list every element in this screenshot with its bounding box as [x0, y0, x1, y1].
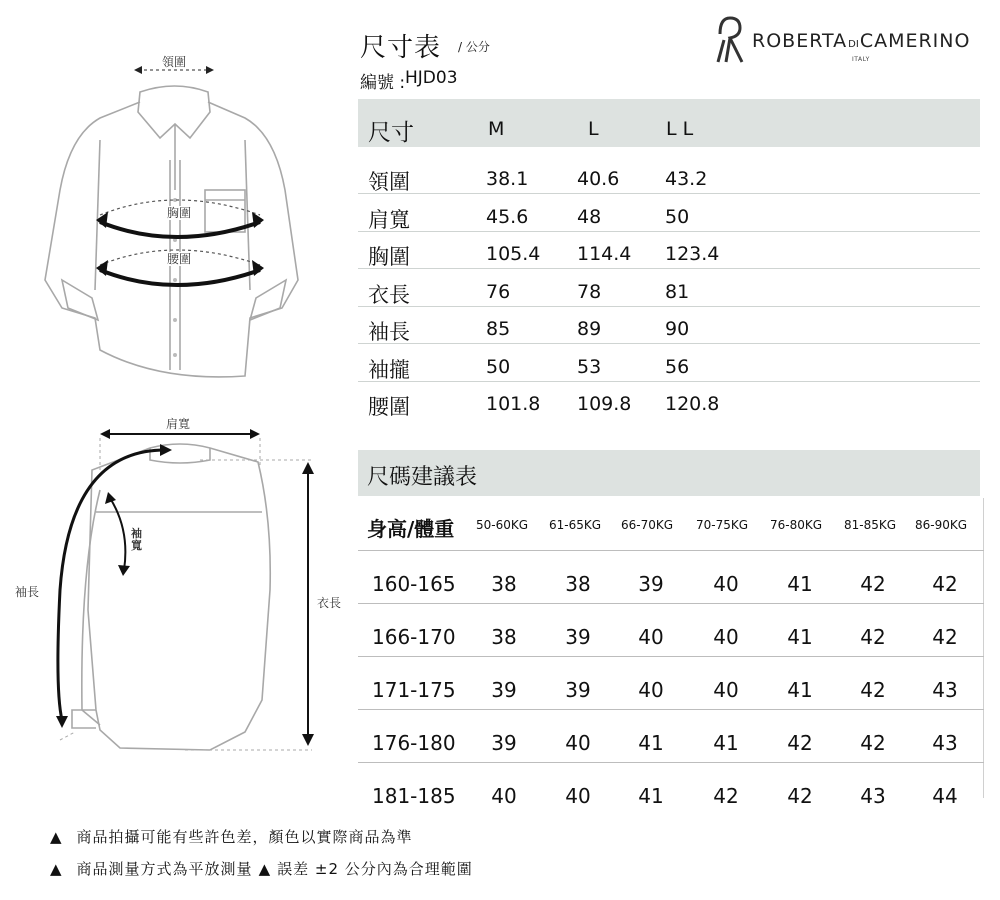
recommend-title: 尺碼建議表 — [367, 465, 478, 490]
recommended-size-cell: 40 — [638, 625, 664, 649]
recommended-size-cell: 38 — [491, 572, 517, 596]
brand-name-left: ROBERTA — [752, 30, 848, 52]
size-cell: 45.6 — [486, 205, 529, 228]
size-cell: 76 — [486, 280, 511, 303]
brand-name — [752, 30, 970, 52]
brand-name-di: DI — [848, 39, 859, 50]
recommended-size-cell: 39 — [491, 678, 517, 702]
size-cell: 48 — [577, 205, 602, 228]
recommended-size-cell: 38 — [491, 625, 517, 649]
size-m-header: M — [488, 118, 505, 140]
size-cell: 43.2 — [665, 168, 708, 190]
recommended-size-cell: 40 — [713, 625, 739, 649]
recommended-size-cell: 41 — [638, 731, 664, 755]
recommended-size-cell: 40 — [713, 572, 739, 596]
recommended-size-cell: 40 — [565, 784, 591, 808]
size-cell: 109.8 — [577, 393, 632, 415]
size-cell: 50 — [486, 355, 511, 378]
height-range-label: 160-165 — [372, 572, 456, 596]
body-length-label: 衣長 — [317, 596, 342, 610]
size-cell: 40.6 — [577, 168, 620, 190]
row-divider — [358, 343, 980, 344]
weight-range-header: 76-80KG — [770, 518, 823, 532]
size-l-header: L — [588, 118, 599, 140]
collar-label: 領圍 — [162, 55, 187, 69]
row-divider — [358, 603, 984, 604]
recommended-size-cell: 42 — [860, 572, 886, 596]
size-row-label: 領圍 — [368, 170, 410, 194]
recommended-size-cell: 43 — [860, 784, 886, 808]
row-divider — [358, 306, 980, 307]
size-cell: 101.8 — [486, 393, 541, 415]
note2b-text: 誤差 ±2 公分內為合理範圍 — [277, 860, 473, 878]
unit-label: / 公分 — [458, 40, 490, 54]
size-cell: 90 — [665, 318, 690, 340]
page-title: 尺寸表 — [360, 33, 442, 63]
height-range-label: 166-170 — [372, 625, 456, 649]
waist-label: 腰圍 — [167, 252, 192, 266]
model-number-label: 編號 : — [360, 73, 406, 93]
sleeve-length-label: 袖長 — [15, 585, 40, 599]
chest-label: 胸圍 — [167, 206, 192, 220]
size-row-label: 袖長 — [368, 320, 410, 344]
row-divider — [358, 656, 984, 657]
recommended-size-cell: 40 — [713, 678, 739, 702]
recommended-size-cell: 42 — [713, 784, 739, 808]
recommended-size-cell: 42 — [932, 625, 958, 649]
weight-range-header: 66-70KG — [621, 518, 674, 532]
recommended-size-cell: 40 — [491, 784, 517, 808]
recommended-size-cell: 42 — [860, 625, 886, 649]
row-divider — [358, 709, 984, 710]
size-cell: 85 — [486, 318, 511, 340]
row-divider — [358, 231, 980, 232]
brand-logo-icon — [712, 14, 748, 66]
recommended-size-cell: 42 — [860, 731, 886, 755]
weight-range-header: 86-90KG — [915, 518, 968, 532]
note2a-text: 商品測量方式為平放測量 — [76, 860, 253, 878]
row-divider — [358, 550, 984, 551]
size-cell: 89 — [577, 318, 602, 340]
recommended-size-cell: 41 — [787, 625, 813, 649]
size-cell: 53 — [577, 355, 602, 378]
shirt-back-illustration — [0, 410, 350, 770]
note1-text: 商品拍攝可能有些許色差，顏色以實際商品為準 — [76, 828, 413, 846]
size-cell: 81 — [665, 280, 690, 303]
size-row-label: 袖攏 — [368, 357, 410, 382]
recommended-size-cell: 40 — [565, 731, 591, 755]
size-cell: 38.1 — [486, 168, 529, 190]
model-number-value: HJD03 — [405, 68, 458, 88]
table-right-border — [983, 498, 984, 798]
row-divider — [358, 762, 984, 763]
height-range-label: 171-175 — [372, 678, 456, 702]
height-weight-label: 身高/體重 — [367, 517, 455, 541]
row-divider — [358, 268, 980, 269]
weight-range-header: 70-75KG — [696, 518, 749, 532]
triangle-icon: ▲ — [50, 860, 63, 878]
row-divider — [358, 193, 980, 194]
note-measurement — [50, 858, 473, 879]
recommended-size-cell: 39 — [491, 731, 517, 755]
recommended-size-cell: 41 — [787, 678, 813, 702]
recommended-size-cell: 42 — [932, 572, 958, 596]
height-range-label: 181-185 — [372, 784, 456, 808]
brand-country: ITALY — [852, 56, 870, 63]
recommended-size-cell: 43 — [932, 678, 958, 702]
recommended-size-cell: 43 — [932, 731, 958, 755]
shirt-back-diagram — [0, 410, 350, 770]
size-col-header: 尺寸 — [368, 120, 414, 146]
size-row-label: 腰圍 — [368, 395, 410, 419]
size-row-label: 衣長 — [368, 282, 410, 307]
recommended-size-cell: 39 — [565, 678, 591, 702]
triangle-icon: ▲ — [258, 860, 272, 878]
size-cell: 105.4 — [486, 243, 541, 265]
row-divider — [358, 381, 980, 382]
size-row-label: 胸圍 — [368, 245, 410, 269]
shirt-front-illustration — [0, 40, 350, 400]
shoulder-label: 肩寬 — [166, 417, 191, 431]
size-cell: 56 — [665, 355, 690, 378]
recommended-size-cell: 39 — [565, 625, 591, 649]
recommended-size-cell: 39 — [638, 572, 664, 596]
size-row-label: 肩寬 — [368, 207, 410, 232]
recommended-size-cell: 42 — [787, 731, 813, 755]
weight-range-header: 81-85KG — [844, 518, 897, 532]
recommended-size-cell: 44 — [932, 784, 958, 808]
shirt-front-diagram — [0, 40, 350, 400]
sleeve-width-label: 袖 寬 — [129, 528, 145, 552]
brand-name-right: CAMERINO — [859, 30, 971, 52]
triangle-icon: ▲ — [50, 828, 63, 846]
recommended-size-cell: 42 — [860, 678, 886, 702]
size-ll-header: L L — [666, 118, 694, 140]
recommended-size-cell: 42 — [787, 784, 813, 808]
recommended-size-cell: 41 — [787, 572, 813, 596]
size-cell: 123.4 — [665, 243, 720, 265]
recommended-size-cell: 38 — [565, 572, 591, 596]
height-range-label: 176-180 — [372, 731, 456, 755]
size-cell: 78 — [577, 280, 602, 303]
note-color-difference — [50, 826, 413, 847]
size-cell: 50 — [665, 205, 690, 228]
recommended-size-cell: 41 — [713, 731, 739, 755]
weight-range-header: 61-65KG — [549, 518, 602, 532]
size-cell: 114.4 — [577, 243, 632, 265]
recommended-size-cell: 40 — [638, 678, 664, 702]
size-cell: 120.8 — [665, 393, 720, 415]
weight-range-header: 50-60KG — [476, 518, 529, 532]
recommended-size-cell: 41 — [638, 784, 664, 808]
